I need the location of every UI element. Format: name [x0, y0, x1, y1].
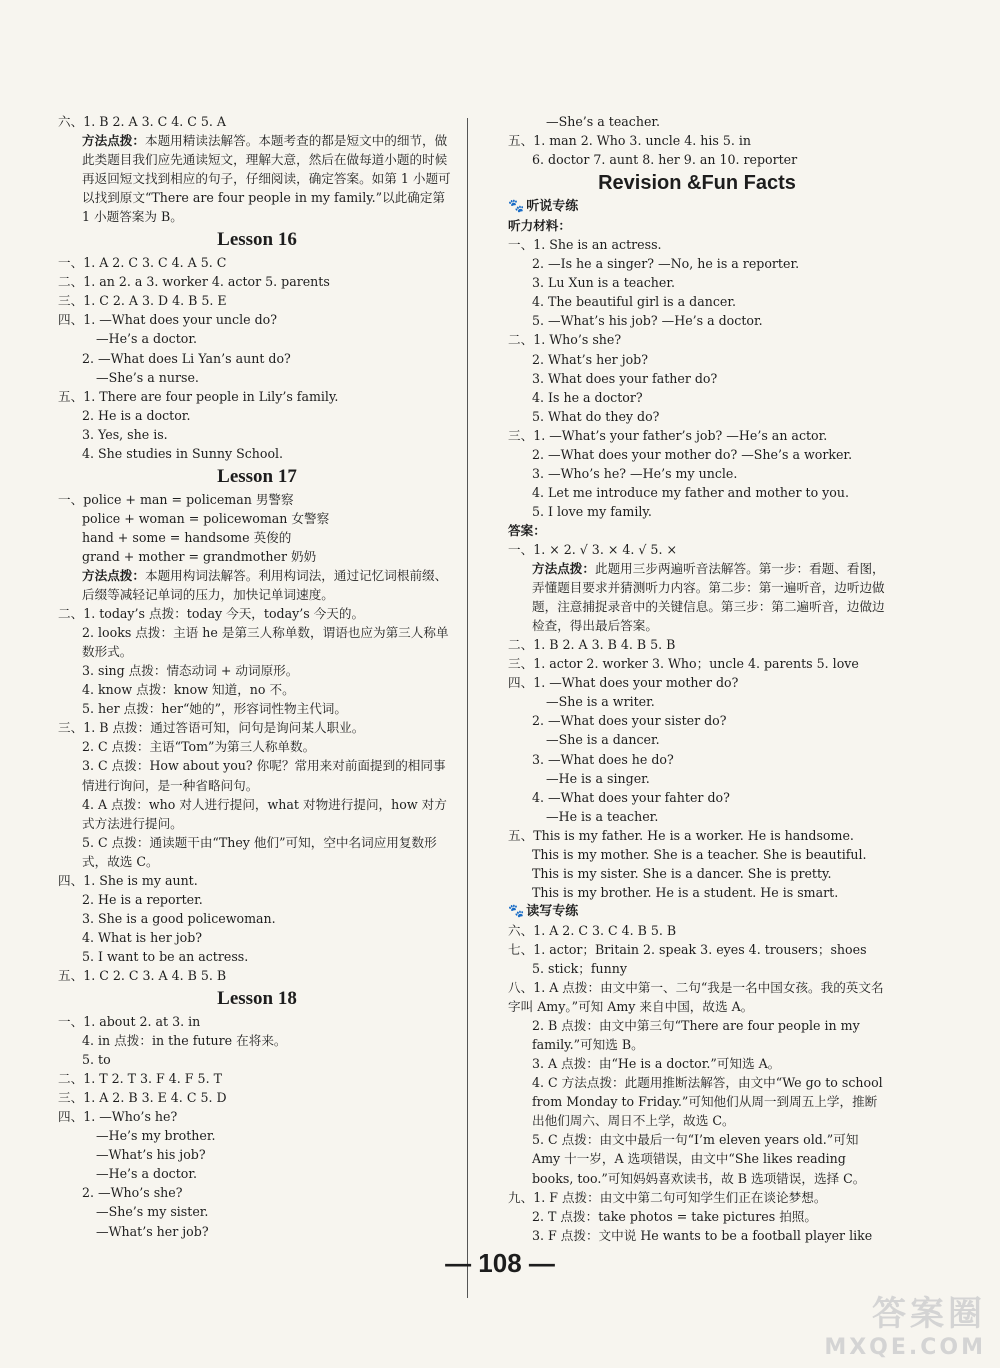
answer-line: 3. Yes, she is.	[82, 426, 168, 442]
answer-line: —He’s a doctor.	[96, 1166, 197, 1182]
answer-paragraph: 5. C 点拨：通读题干由“They 他们”可知，空中名词应用复数形式，故选 C。	[82, 834, 437, 869]
answer-line: 5. to	[82, 1052, 111, 1068]
answer-line: —He is a teacher.	[546, 808, 659, 824]
answer-line: 三、1. C 2. A 3. D 4. B 5. E	[58, 293, 227, 309]
answer-line: 四、1. —Who’s he?	[58, 1109, 178, 1125]
answer-line: 2. —Who’s she?	[82, 1185, 183, 1201]
answer-line: 一、1. A 2. C 3. C 4. A 5. C	[58, 255, 227, 271]
answer-line: 二、1. an 2. a 3. worker 4. actor 5. parents	[58, 274, 330, 290]
answer-line: This is my mother. She is a teacher. She is beautiful.	[532, 846, 867, 862]
section-label: 读写专练	[526, 903, 579, 919]
answer-line: 答案：	[508, 522, 546, 538]
answer-line: 4. Is he a doctor?	[532, 389, 643, 405]
answer-paragraph: 4. A 点拨：who 对人进行提问，what 对物进行提问，how 对方式方法进行提问。	[82, 796, 447, 831]
answer-line: This is my sister. She is a dancer. She is pretty.	[532, 865, 832, 881]
answer-line: 三、1. A 2. B 3. E 4. C 5. D	[58, 1090, 227, 1106]
method-tip-text: 此题用三步两遍听音法解答。第一步：看题、看图，弄懂题目要求并猜测听力内容。第二步：第一遍听音，边听边做题，注意捕捉录音中的关键信息。第三步：第二遍听音，边做边检查，得出最后答案。	[532, 561, 885, 634]
method-tip-label: 方法点拨：	[82, 133, 145, 149]
watermark-logo: 答案圈	[872, 1294, 986, 1334]
answer-line: 六、1. A 2. C 3. C 4. B 5. B	[508, 922, 677, 938]
lesson-heading: Lesson 17	[217, 465, 297, 487]
answer-line: —He’s a doctor.	[96, 331, 197, 347]
answer-paragraph: 2. B 点拨：由文中第三句“There are four people in my family.”可知选 B。	[532, 1018, 860, 1053]
lesson-heading: Lesson 18	[217, 988, 297, 1010]
answer-line: 5. I love my family.	[532, 503, 652, 519]
answer-line: 5. stick；funny	[532, 961, 627, 977]
section-label: 听说专练	[526, 199, 579, 215]
paw-icon: 🐾	[508, 199, 525, 215]
answer-line: 七、1. actor；Britain 2. speak 3. eyes 4. trousers；shoes	[508, 941, 867, 957]
watermark	[824, 1286, 986, 1360]
answer-line: 3. —Who’s he? —He’s my uncle.	[532, 465, 738, 481]
answer-line: 2. —What does your mother do? —She’s a worker.	[532, 446, 853, 462]
answer-line: 三、1. —What’s your father’s job? —He’s an actor.	[508, 427, 828, 443]
answer-line: 4. The beautiful girl is a dancer.	[532, 294, 736, 310]
answer-line: 2. He is a doctor.	[82, 407, 191, 423]
answer-line: 2. He is a reporter.	[82, 891, 203, 907]
lesson-heading: Lesson 16	[217, 229, 297, 251]
answer-line: hand + some = handsome 英俊的	[82, 529, 292, 545]
answer-line: 5. What do they do?	[532, 408, 660, 424]
answer-line: 三、1. B 点拨：通过答语可知，问句是询问某人职业。	[58, 720, 365, 736]
answer-line: 二、1. B 2. A 3. B 4. B 5. B	[508, 637, 676, 653]
answer-line: 五、1. man 2. Who 3. uncle 4. his 5. in	[508, 133, 751, 149]
answer-paragraph: 4. C 方法点拨：此题用推断法解答，由文中“We go to school from Monday to Friday.”可知他们从周一到周五上学，推断出他们周六、周日不上学，故选 C。	[532, 1075, 883, 1129]
answer-paragraph: 2. looks 点拨：主语 he 是第三人称单数，谓语也应为第三人称单数形式。	[82, 625, 449, 660]
answer-line: 听力材料：	[508, 218, 571, 234]
method-tip-label: 方法点拨：	[532, 561, 595, 577]
answer-line: 2. T 点拨：take photos = take pictures 拍照。	[532, 1208, 817, 1224]
answer-line: 2. —What does your sister do?	[532, 713, 727, 729]
answer-line: 3. She is a good policewoman.	[82, 910, 276, 926]
column-divider	[467, 118, 468, 1298]
watermark-url: MXQE.COM	[824, 1335, 986, 1360]
answer-line: 2. —What does Li Yan’s aunt do?	[82, 350, 291, 366]
answer-line: 3. —What does he do?	[532, 751, 674, 767]
answer-line: 二、1. T 2. T 3. F 4. F 5. T	[58, 1071, 222, 1087]
answer-line: —She’s my sister.	[96, 1204, 209, 1220]
answer-line: 四、1. —What does your mother do?	[508, 675, 739, 691]
method-tip-text: 本题用精读法解答。本题考查的都是短文中的细节，做此类题目我们应先通读短文，理解大意，然后在做每道小题的时候再返回短文找到相应的句子，仔细阅读，确定答案。如第 1 小题可以找到原文“There are four people in my family.”以此确定第 1 小题答案为 B。	[82, 133, 451, 225]
answer-line: 3. A 点拨：由“He is a doctor.”可知选 A。	[532, 1056, 781, 1072]
answer-line: 二、1. today’s 点拨：today 今天，today’s 今天的。	[58, 606, 365, 622]
answer-line: 四、1. —What does your uncle do?	[58, 312, 277, 328]
answer-paragraph	[508, 559, 886, 635]
answer-line: 5. —What’s his job? —He’s a doctor.	[532, 313, 763, 329]
left-column	[58, 112, 456, 1241]
answer-line: 五、This is my father. He is a worker. He is handsome.	[508, 827, 854, 843]
answer-line: 3. sing 点拨：情态动词 + 动词原形。	[82, 663, 299, 679]
answer-line: —He is a singer.	[546, 770, 650, 786]
answer-line: —What’s her job?	[96, 1223, 209, 1239]
answer-line: grand + mother = grandmother 奶奶	[82, 548, 317, 564]
answer-line: 6. doctor 7. aunt 8. her 9. an 10. reporter	[532, 152, 798, 168]
answer-paragraph	[58, 566, 456, 604]
right-column	[508, 112, 886, 1245]
answer-line: —She is a writer.	[546, 694, 655, 710]
answer-line: 4. Let me introduce my father and mother to you.	[532, 484, 849, 500]
answer-line: 六、1. B 2. A 3. C 4. C 5. A	[58, 114, 227, 129]
method-tip-text: 本题用构词法解答。利用构词法，通过记忆词根前缀、后缀等减轻记单词的压力，加快记单词速度。	[82, 567, 448, 603]
answer-line: 五、1. There are four people in Lily’s family.	[58, 388, 339, 404]
answer-line: 三、1. actor 2. worker 3. Who；uncle 4. parents 5. love	[508, 656, 859, 672]
answer-line: 4. She studies in Sunny School.	[82, 445, 284, 461]
answer-line: 4. know 点拨：know 知道，no 不。	[82, 682, 295, 698]
answer-line: 3. Lu Xun is a teacher.	[532, 275, 675, 291]
answer-line: —She is a dancer.	[546, 732, 660, 748]
method-tip-label: 方法点拨：	[82, 567, 145, 583]
practice-section-heading	[508, 197, 886, 216]
page-number: — 108 —	[445, 1248, 555, 1278]
answer-line: 3. F 点拨：文中说 He wants to be a football player like	[532, 1227, 873, 1243]
answer-line: 2. —Is he a singer? —No, he is a reporter.	[532, 256, 800, 272]
answer-line: 一、1. × 2. √ 3. × 4. √ 5. ×	[508, 541, 678, 557]
answer-line: 二、1. Who’s she?	[508, 332, 622, 348]
answer-line: —She’s a nurse.	[96, 369, 199, 385]
answer-line: 5. I want to be an actress.	[82, 948, 249, 964]
paw-icon: 🐾	[508, 903, 525, 919]
answer-line: 4. in 点拨：in the future 在将来。	[82, 1033, 287, 1049]
answer-paragraph	[58, 131, 456, 226]
answer-paragraph: 3. C 点拨：How about you? 你呢？常用来对前面提到的相同事情进行询问，是一种省略问句。	[82, 758, 446, 793]
answer-line: 一、police + man = policeman 男警察	[58, 491, 294, 507]
answer-line: 5. her 点拨：her“她的”，形容词性物主代词。	[82, 701, 347, 717]
answer-line: 3. What does your father do?	[532, 370, 718, 386]
practice-section-heading	[508, 902, 886, 921]
answer-line: —What’s his job?	[96, 1147, 206, 1163]
answer-line: 4. —What does your fahter do?	[532, 789, 730, 805]
answer-line: 五、1. C 2. C 3. A 4. B 5. B	[58, 967, 227, 983]
answer-line: police + woman = policewoman 女警察	[82, 510, 330, 526]
answer-paragraph: 八、1. A 点拨：由文中第一、二句“我是一名中国女孩。我的英文名字叫 Amy。”可知 Amy 来自中国，故选 A。	[508, 980, 884, 1015]
answer-line: 4. What is her job?	[82, 929, 203, 945]
answer-line: 一、1. about 2. at 3. in	[58, 1014, 201, 1030]
answer-line: 一、1. She is an actress.	[508, 237, 662, 253]
answer-line: 2. What’s her job?	[532, 351, 649, 367]
answer-line: 四、1. She is my aunt.	[58, 872, 198, 888]
answer-line: —She’s a teacher.	[546, 114, 661, 129]
answer-line: 九、1. F 点拨：由文中第二句可知学生们正在谈论梦想。	[508, 1189, 827, 1205]
answer-line: This is my brother. He is a student. He is smart.	[532, 884, 839, 900]
answer-paragraph: 5. C 点拨：由文中最后一句“I’m eleven years old.”可知 Amy 十一岁，A 选项错误，由文中“She likes reading books, too.”可知妈妈喜欢读书，故 B 选项错误，选择 C。	[532, 1132, 866, 1186]
answer-line: 2. C 点拨：主语“Tom”为第三人称单数。	[82, 739, 316, 755]
answer-line: —He’s my brother.	[96, 1128, 216, 1144]
section-title: Revision &Fun Facts	[598, 172, 796, 195]
